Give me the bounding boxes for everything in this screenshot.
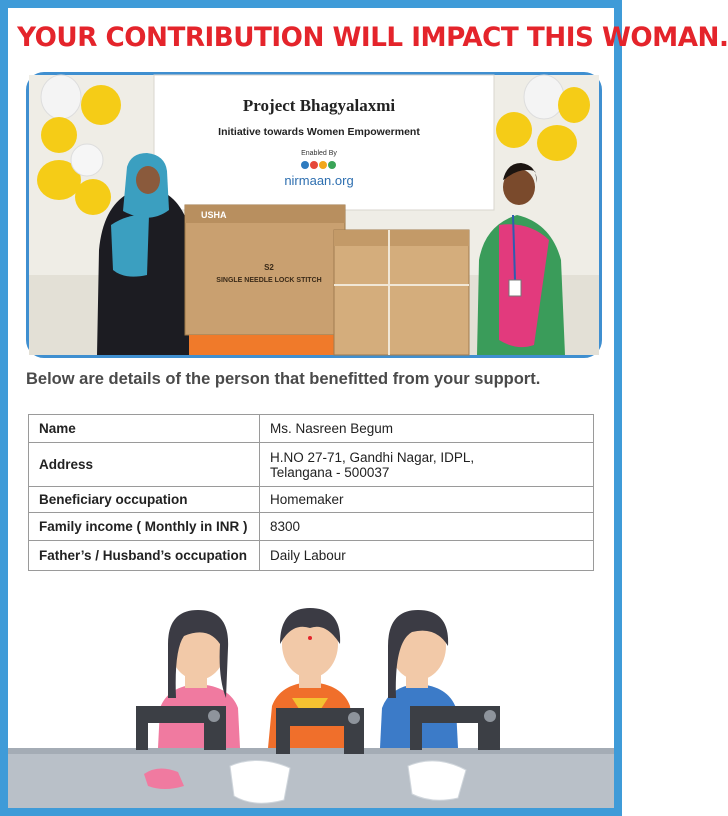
banner-title: Project Bhagyalaxmi	[242, 96, 396, 115]
project-banner	[154, 75, 494, 210]
table-row	[29, 513, 594, 541]
row-label-name: Name	[29, 415, 260, 443]
cloth-white-right-icon	[408, 761, 466, 800]
row-value-income: 8300	[260, 513, 594, 541]
content-area	[8, 8, 728, 808]
beneficiary-photo	[26, 72, 602, 358]
headline: YOUR CONTRIBUTION WILL IMPACT THIS WOMAN.	[17, 22, 728, 53]
row-value-name: Ms. Nasreen Begum	[260, 415, 594, 443]
box-model: S2	[264, 263, 274, 272]
second-machine-box	[334, 230, 469, 355]
row-value-address: H.NO 27-71, Gandhi Nagar, IDPL, Telangana - 500037	[260, 443, 594, 487]
row-value-occupation: Homemaker	[260, 487, 594, 513]
box-label: SINGLE NEEDLE LOCK STITCH	[216, 277, 322, 284]
table-row	[29, 541, 594, 571]
cloth-white-icon	[230, 760, 290, 803]
beneficiary-intro: Below are details of the person that benefitted from your support.	[26, 370, 541, 388]
table-row	[29, 443, 594, 487]
row-label-address: Address	[29, 443, 260, 487]
woman-left-icon	[158, 610, 240, 748]
beneficiary-details-table	[28, 414, 594, 571]
table-row	[29, 487, 594, 513]
banner-enabled-by: Enabled By	[301, 150, 337, 157]
row-value-guardian-occupation: Daily Labour	[260, 541, 594, 571]
sewing-women-illustration	[8, 598, 614, 808]
sewing-machine-box	[185, 205, 345, 355]
banner-logo-text: nirmaan.org	[284, 173, 354, 188]
table-row	[29, 415, 594, 443]
banner-subtitle: Initiative towards Women Empowerment	[218, 126, 420, 138]
row-label-income: Family income ( Monthly in INR )	[29, 513, 260, 541]
box-brand: USHA	[201, 210, 227, 220]
row-label-guardian-occupation: Father’s / Husband’s occupation	[29, 541, 260, 571]
row-label-occupation: Beneficiary occupation	[29, 487, 260, 513]
